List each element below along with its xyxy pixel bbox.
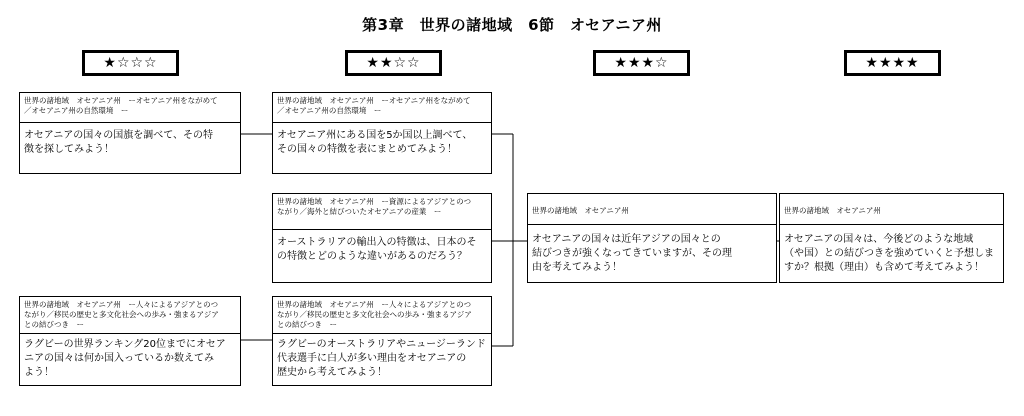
card-divider: [273, 122, 491, 123]
card-question: オセアニアの国々は近年アジアの国々との 結びつきが強くなってきていますが、その理 由を考えてみよう！: [532, 234, 732, 273]
card-question: オセアニア州にある国を5か国以上調べて、 その国々の特徴を表にまとめてみよう！: [277, 130, 473, 155]
question-card-c1: [19, 92, 241, 174]
card-topic-header: 世界の諸地域 オセアニア州 ー人々によるアジアとのつ ながり／移民の歴史と多文化社会への歩み・強まるアジア との結びつき ー: [24, 300, 219, 329]
question-card-c4: [19, 296, 241, 386]
card-divider: [273, 333, 491, 334]
card-question: オセアニアの国々は、今後どのような地域 （や国）との結びつきを強めていくと予想しま すか？根拠（理由）も含めて考えてみよう！: [784, 234, 994, 273]
card-topic-header: 世界の諸地域 オセアニア州 ーオセアニア州をながめて ／オセアニア州の自然環境 ー: [24, 96, 218, 115]
card-question: オーストラリアの輸出入の特徴は、日本のそ の特徴とどのような違いがあるのだろう？: [277, 237, 477, 262]
question-card-c3: [272, 193, 492, 283]
level-3-star-box: ★★★☆: [593, 50, 690, 76]
card-divider: [528, 224, 776, 225]
page-title: 第3章 世界の諸地域 6節 オセアニア州: [362, 16, 662, 34]
card-topic-header: 世界の諸地域 オセアニア州 ー人々によるアジアとのつ ながり／移民の歴史と多文化社会への歩み・強まるアジア との結びつき ー: [277, 300, 472, 329]
card-question: ラグビーのオーストラリアやニュージーランド 代表選手に白人が多い理由をオセアニアの 歴史から考えてみよう！: [277, 339, 486, 378]
card-divider: [20, 333, 240, 334]
card-divider: [780, 224, 1003, 225]
card-question: ラグビーの世界ランキング20位までにオセア ニアの国々は何か国入っているか数えてみ よう！: [24, 339, 226, 378]
card-topic-header: 世界の諸地域 オセアニア州 ー資源によるアジアとのつ ながり／海外と結びついたオセアニアの産業 ー: [277, 197, 472, 216]
level-4-star-box: ★★★★: [844, 50, 941, 76]
card-topic-header: 世界の諸地域 オセアニア州: [784, 206, 881, 215]
question-card-c5: [272, 296, 492, 386]
question-card-c2: [272, 92, 492, 174]
question-card-c7: [779, 193, 1004, 283]
question-card-c6: [527, 193, 777, 283]
card-divider: [273, 229, 491, 230]
level-2-star-box: ★★☆☆: [345, 50, 442, 76]
card-topic-header: 世界の諸地域 オセアニア州: [532, 206, 629, 215]
level-1-star-box: ★☆☆☆: [82, 50, 179, 76]
card-topic-header: 世界の諸地域 オセアニア州 ーオセアニア州をながめて ／オセアニア州の自然環境 ー: [277, 96, 471, 115]
card-divider: [20, 122, 240, 123]
card-question: オセアニアの国々の国旗を調べて、その特 徴を探してみよう！: [24, 130, 213, 155]
